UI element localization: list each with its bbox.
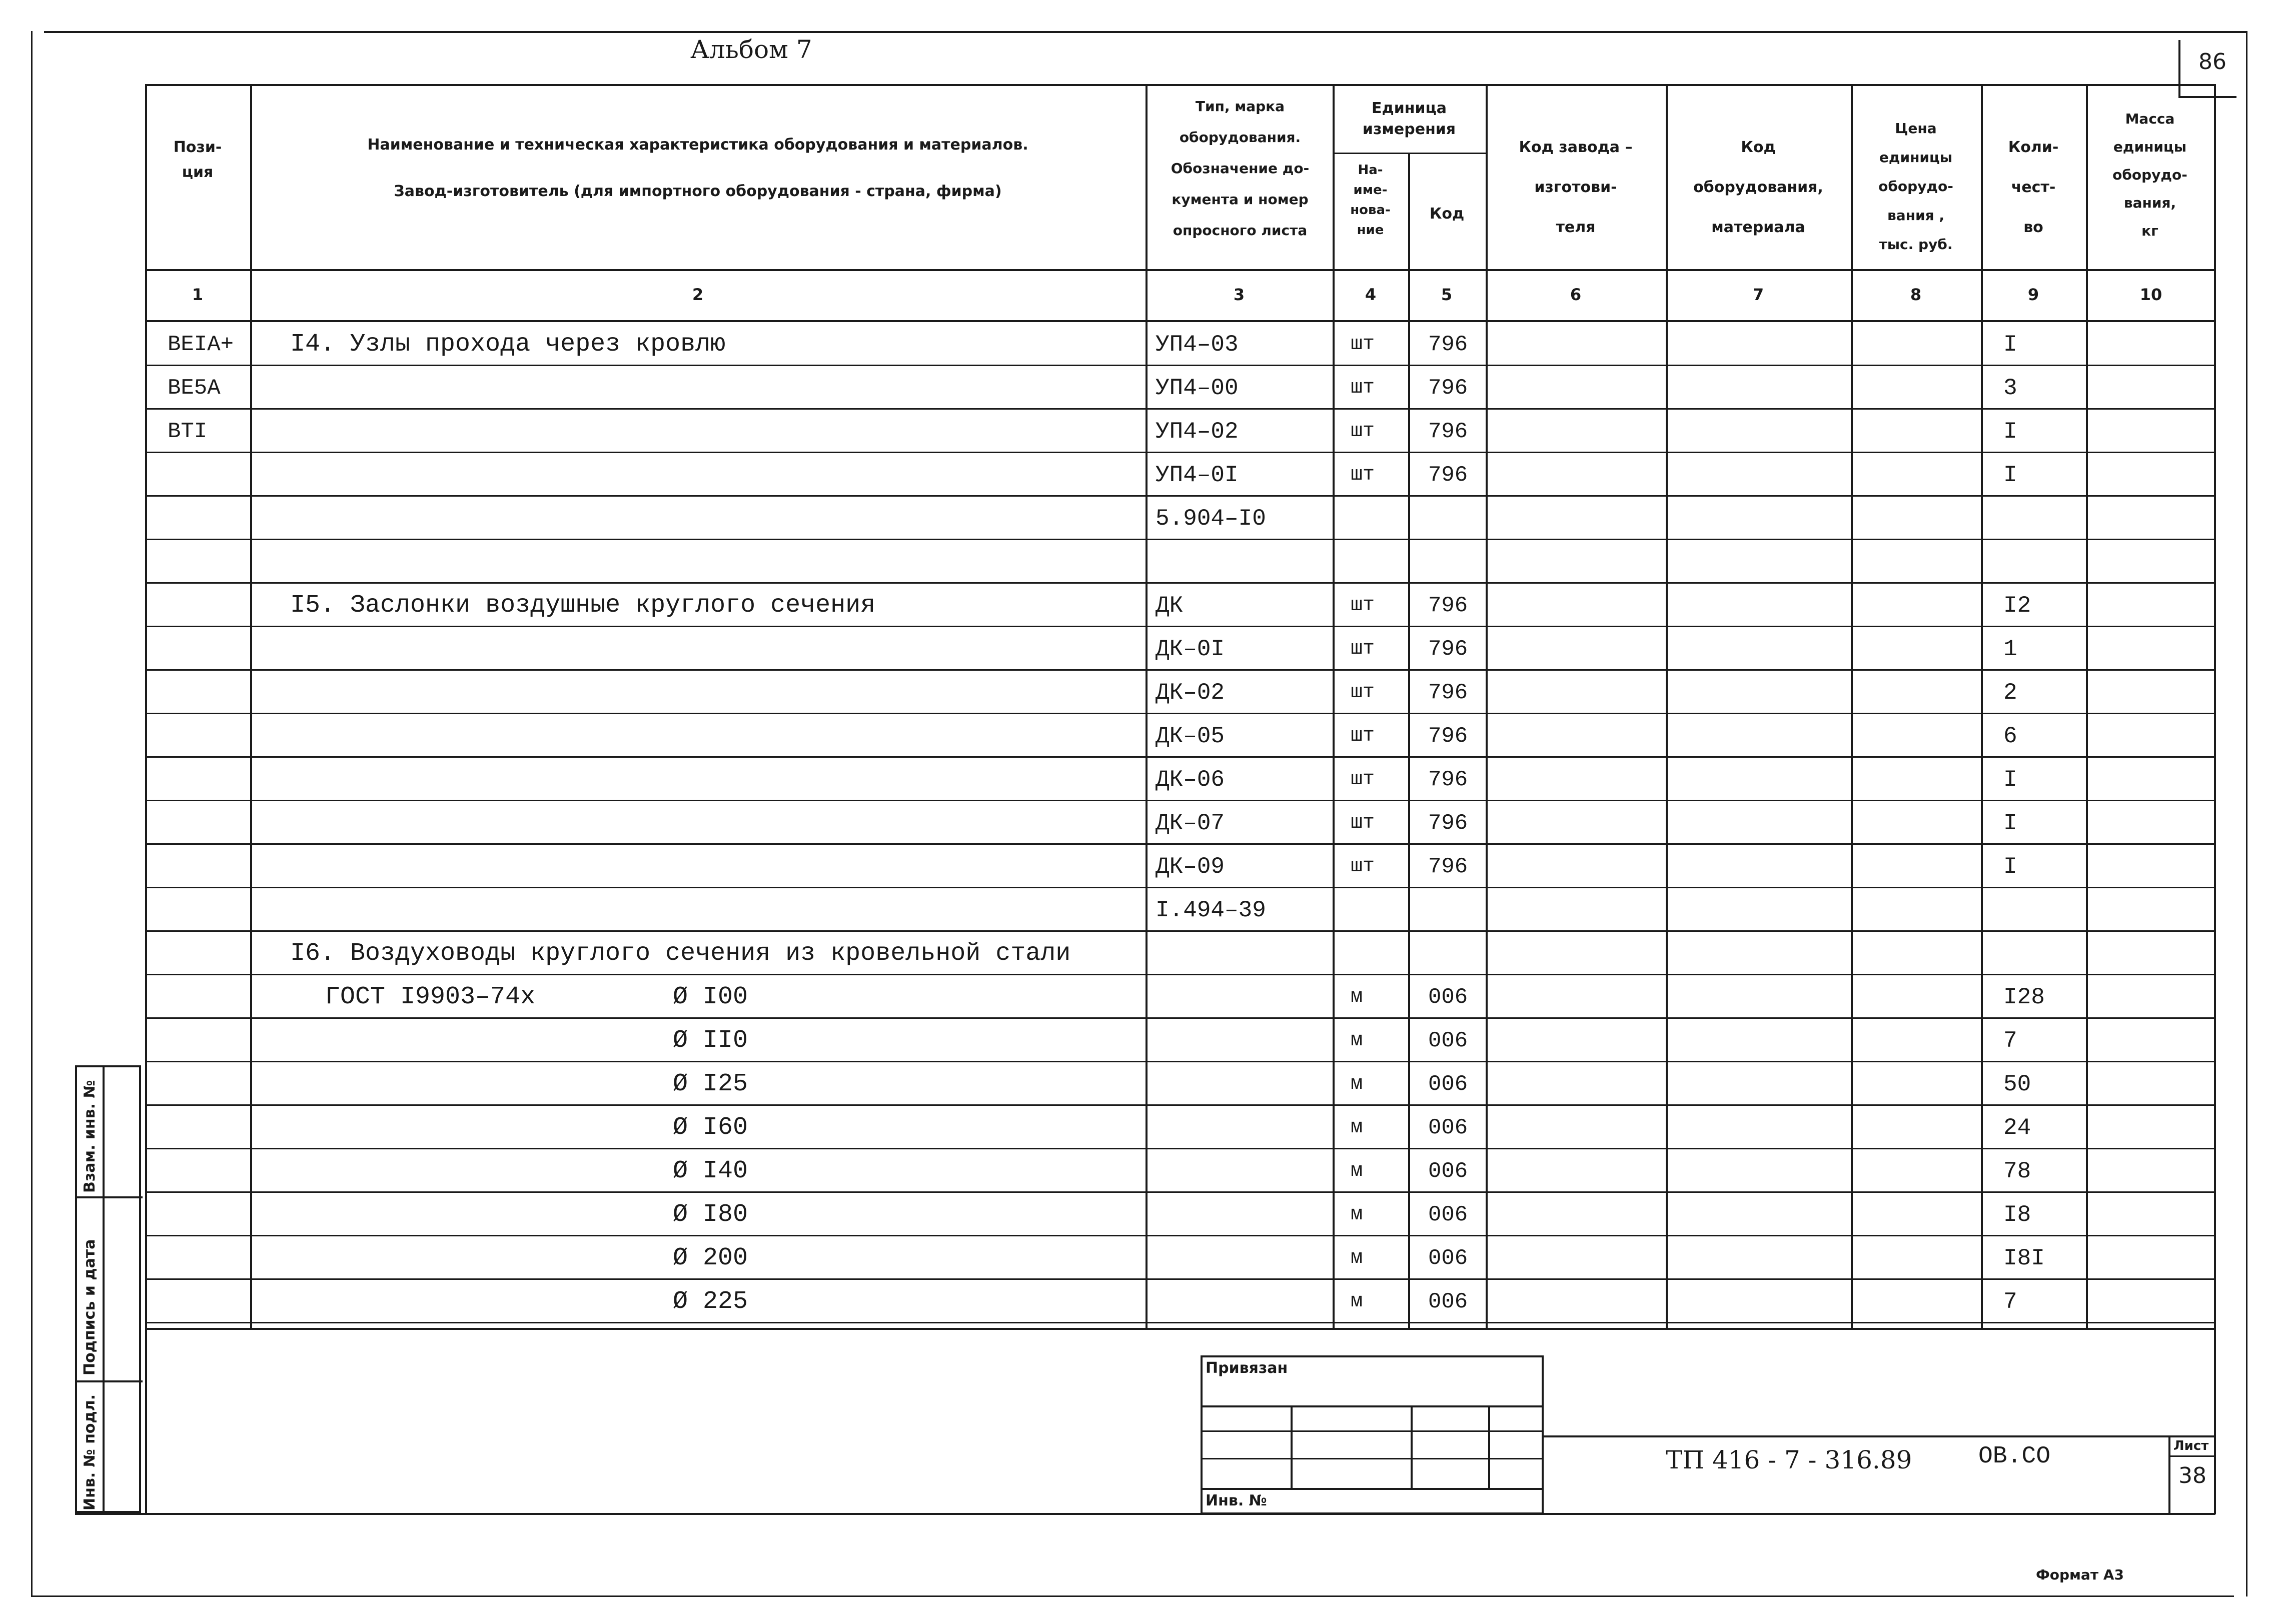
row-type: ДК–0I [1156, 636, 1225, 662]
row-unit-code: 796 [1428, 593, 1468, 618]
table-top [145, 84, 2215, 86]
title-strip-top [1544, 1435, 2215, 1437]
row-unit-code: 796 [1428, 463, 1468, 488]
row-type: ДК–06 [1156, 767, 1225, 793]
row-type: ДК–05 [1156, 723, 1225, 749]
row-quantity: I8 [2003, 1202, 2031, 1228]
row-diameter: Ø I60 [673, 1113, 748, 1142]
row-quantity: I [2003, 419, 2017, 445]
side-stamp-divider [103, 1065, 105, 1513]
row-separator [145, 626, 2215, 627]
colnum-5: 5 [1441, 285, 1453, 304]
frame-top [44, 31, 2247, 33]
row-unit-name: шт [1351, 464, 1375, 486]
header-unit-code: Код [1429, 205, 1465, 223]
row-unit-name: шт [1351, 768, 1375, 791]
row-quantity: 2 [2003, 680, 2017, 706]
row-unit-name: м [1351, 1073, 1363, 1095]
table-left [145, 84, 147, 1514]
row-unit-code: 006 [1428, 1028, 1468, 1053]
header-equipment-code: Код оборудования, материала [1693, 139, 1823, 236]
row-unit-name: шт [1351, 420, 1375, 443]
row-unit-name: шт [1351, 594, 1375, 617]
row-separator [145, 495, 2215, 497]
row-type: УП4–02 [1156, 419, 1239, 445]
table-right [2214, 84, 2216, 1514]
colnum-4: 4 [1365, 285, 1377, 304]
privyazan-box [1201, 1355, 1544, 1514]
row-unit-name: шт [1351, 812, 1375, 834]
privyazan-col3 [1488, 1405, 1490, 1488]
row-separator [145, 669, 2215, 671]
doc-section: ОВ.СО [1978, 1443, 2051, 1470]
row-type: I.494–39 [1156, 897, 1266, 923]
frame-right [2246, 31, 2247, 1596]
row-unit-code: 796 [1428, 419, 1468, 444]
row-separator [145, 1104, 2215, 1106]
row-separator [145, 1148, 2215, 1149]
row-unit-name: м [1351, 1247, 1363, 1269]
row-name: ГОСТ I9903–74x [325, 983, 536, 1011]
row-position: BEIA+ [168, 332, 234, 357]
row-diameter: Ø I40 [673, 1157, 748, 1185]
row-quantity: 1 [2003, 636, 2017, 662]
col-sep-4 [1408, 153, 1410, 1328]
privyazan-label: Привязан [1206, 1359, 1288, 1377]
colnum-10: 10 [2139, 285, 2162, 304]
row-type: УП4–00 [1156, 375, 1239, 401]
row-diameter: Ø II0 [673, 1026, 748, 1055]
row-name: I5. Заслонки воздушные круглого сечения [290, 591, 876, 620]
row-quantity: I2 [2003, 593, 2031, 619]
row-type: ДК–02 [1156, 680, 1225, 706]
row-diameter: Ø I00 [673, 983, 748, 1011]
header-name-line2: Завод-изготовитель (для импортного оборудования - страна, фирма) [394, 183, 1002, 200]
row-quantity: I [2003, 810, 2017, 836]
row-quantity: I [2003, 767, 2017, 793]
row-separator [145, 974, 2215, 975]
row-unit-code: 006 [1428, 985, 1468, 1010]
row-quantity: I [2003, 854, 2017, 880]
row-diameter: Ø 225 [673, 1287, 748, 1316]
row-separator [145, 1191, 2215, 1193]
row-position: BTI [168, 419, 208, 444]
row-unit-name: м [1351, 1290, 1363, 1313]
unit-group-sep [1333, 153, 1488, 154]
side-stamp-sep2 [75, 1380, 143, 1382]
side-stamp-sep1 [75, 1196, 143, 1198]
row-unit-name: шт [1351, 681, 1375, 704]
sheet-number: 38 [2178, 1463, 2206, 1488]
row-separator [145, 1061, 2215, 1062]
row-separator [145, 365, 2215, 366]
row-name: I4. Узлы прохода через кровлю [290, 330, 726, 359]
header-name-line1: Наименование и техническая характеристика оборудования и материалов. [367, 136, 1028, 154]
row-position: BE5A [168, 376, 221, 401]
row-separator [145, 1235, 2215, 1236]
row-diameter: Ø I25 [673, 1070, 748, 1098]
row-quantity: 24 [2003, 1115, 2031, 1141]
row-quantity: 50 [2003, 1071, 2031, 1097]
row-unit-name: шт [1351, 638, 1375, 660]
row-unit-name: м [1351, 986, 1363, 1008]
header-unit-name: На- име- нова- ние [1350, 163, 1391, 238]
row-unit-name: м [1351, 1203, 1363, 1226]
page-number: 86 [2198, 49, 2226, 75]
row-unit-code: 006 [1428, 1202, 1468, 1227]
colnum-6: 6 [1570, 285, 1582, 304]
row-quantity: 7 [2003, 1289, 2017, 1315]
row-separator [145, 713, 2215, 714]
row-separator [145, 930, 2215, 932]
row-quantity: I8I [2003, 1245, 2045, 1271]
header-unit-group: Единица измерения [1362, 100, 1456, 138]
row-unit-code: 006 [1428, 1246, 1468, 1271]
row-type: УП4–0I [1156, 462, 1239, 488]
row-unit-code: 006 [1428, 1289, 1468, 1314]
sheet-box-sep [2168, 1455, 2215, 1457]
table-rows-bottom [145, 1328, 2215, 1330]
privyazan-row4 [1201, 1488, 1544, 1490]
row-unit-name: шт [1351, 855, 1375, 878]
row-unit-name: м [1351, 1160, 1363, 1182]
colnum-8: 8 [1910, 285, 1922, 304]
colnum-7: 7 [1752, 285, 1764, 304]
row-type: ДК [1156, 593, 1184, 619]
header-position: Пози- ция [173, 139, 222, 181]
header-quantity: Коли- чест- во [2008, 139, 2059, 236]
row-unit-code: 796 [1428, 637, 1468, 662]
row-unit-name: шт [1351, 377, 1375, 399]
row-quantity: I [2003, 332, 2017, 358]
colnum-2: 2 [692, 285, 704, 304]
colnum-3: 3 [1233, 285, 1245, 304]
row-separator [145, 1322, 2215, 1323]
privyazan-col1 [1291, 1405, 1293, 1488]
sheet-box-left [2168, 1435, 2170, 1514]
row-unit-code: 796 [1428, 854, 1468, 879]
privyazan-row1 [1201, 1405, 1544, 1407]
row-separator [145, 582, 2215, 584]
colnum-bottom [145, 320, 2215, 322]
row-unit-code: 796 [1428, 767, 1468, 792]
row-diameter: Ø 200 [673, 1244, 748, 1272]
row-type: 5.904–I0 [1156, 506, 1266, 532]
row-type: ДК–07 [1156, 810, 1225, 836]
row-separator [145, 539, 2215, 540]
sheet-label: Лист [2173, 1438, 2209, 1453]
row-unit-code: 796 [1428, 811, 1468, 836]
side-inv-label: Инв. № подл. [81, 1394, 99, 1510]
side-vzam-label: Взам. инв. № [81, 1080, 99, 1193]
row-quantity: 6 [2003, 723, 2017, 749]
row-unit-code: 796 [1428, 724, 1468, 749]
header-bottom [145, 269, 2215, 271]
row-name: I6. Воздуховоды круглого сечения из кровельной стали [290, 939, 1071, 968]
album-label: Альбом 7 [690, 35, 812, 64]
row-unit-code: 796 [1428, 680, 1468, 705]
row-separator [145, 887, 2215, 888]
row-unit-code: 006 [1428, 1115, 1468, 1140]
frame-bottom [31, 1595, 2234, 1597]
row-separator [145, 1017, 2215, 1019]
row-separator [145, 756, 2215, 758]
row-separator [145, 800, 2215, 801]
header-mfr-code: Код завода – изготови- теля [1519, 139, 1633, 236]
header-type: Тип, марка оборудования. Обозначение до- кумента и номер опросного листа [1171, 98, 1310, 239]
row-separator [145, 843, 2215, 845]
privyazan-row3 [1201, 1458, 1544, 1459]
colnum-1: 1 [192, 285, 204, 304]
row-unit-name: м [1351, 1029, 1363, 1052]
privyazan-row2 [1201, 1430, 1544, 1432]
row-quantity: 78 [2003, 1158, 2031, 1184]
colnum-9: 9 [2027, 285, 2039, 304]
row-unit-name: шт [1351, 725, 1375, 747]
row-separator [145, 452, 2215, 453]
row-quantity: 7 [2003, 1028, 2017, 1054]
format-label: Формат А3 [2036, 1566, 2124, 1583]
row-separator [145, 1278, 2215, 1280]
frame-left [31, 31, 33, 1596]
row-quantity: 3 [2003, 375, 2017, 401]
row-unit-code: 006 [1428, 1159, 1468, 1184]
row-quantity: I [2003, 462, 2017, 488]
side-podpis-label: Подпись и дата [81, 1239, 99, 1375]
row-unit-name: м [1351, 1116, 1363, 1139]
row-type: УП4–03 [1156, 332, 1239, 358]
table-bottom [75, 1513, 2215, 1515]
row-separator [145, 408, 2215, 410]
header-price: Цена единицы оборудо- вания , тыс. руб. [1878, 120, 1953, 253]
row-unit-name: шт [1351, 333, 1375, 356]
doc-code: ТП 416 - 7 - 316.89 [1666, 1445, 1912, 1474]
row-diameter: Ø I80 [673, 1200, 748, 1229]
inv-no-label: Инв. № [1206, 1492, 1267, 1509]
row-unit-code: 006 [1428, 1072, 1468, 1097]
row-type: ДК–09 [1156, 854, 1225, 880]
header-mass: Масса единицы оборудо- вания, кг [2112, 111, 2187, 239]
row-unit-code: 796 [1428, 376, 1468, 401]
row-quantity: I28 [2003, 984, 2045, 1010]
privyazan-col2 [1411, 1405, 1413, 1488]
row-unit-code: 796 [1428, 332, 1468, 357]
